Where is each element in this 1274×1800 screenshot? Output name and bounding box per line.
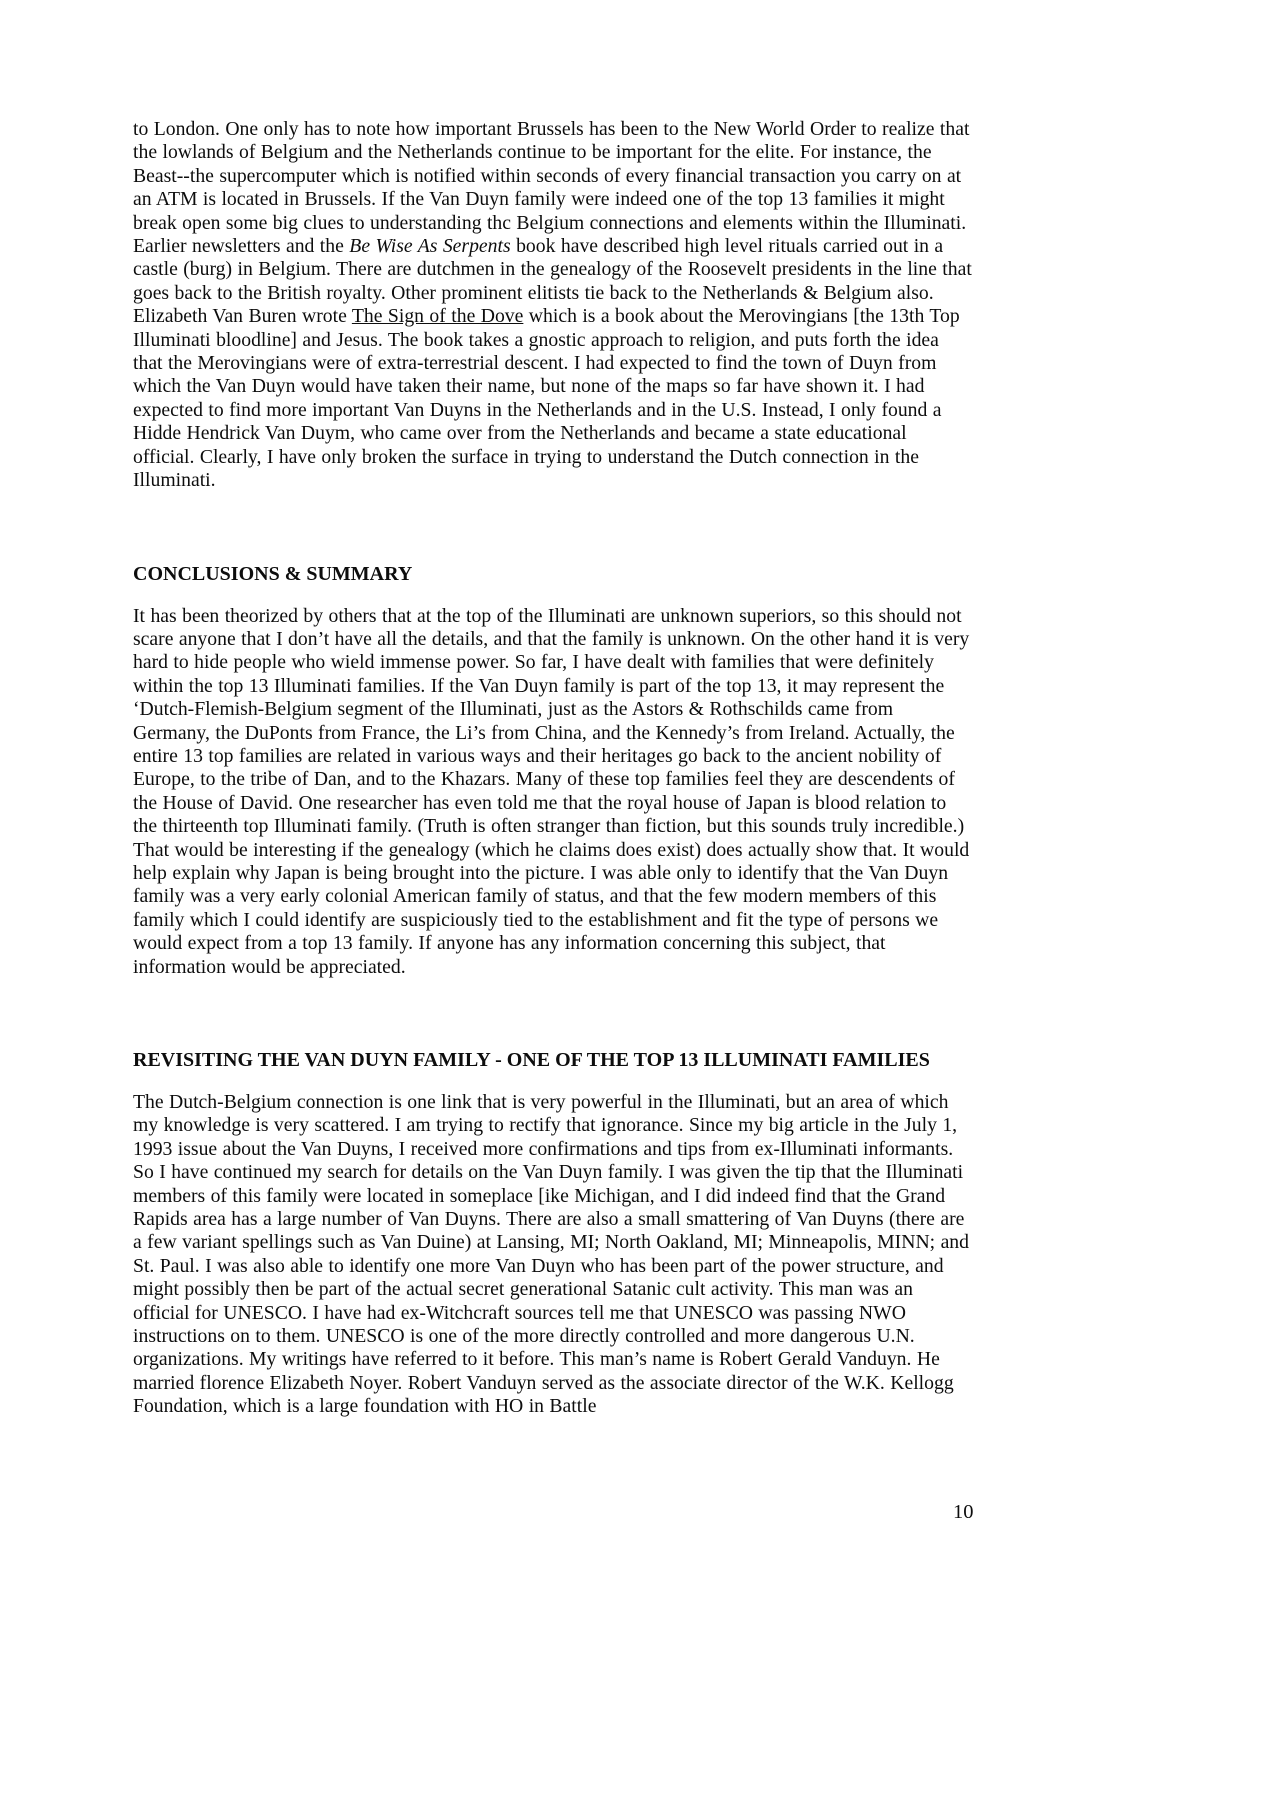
- page-content: [133, 118, 973, 1419]
- body-paragraph-conclusions: It has been theorized by others that at the top of the Illuminati are unknown superiors, so this should not scare anyone that I don’t have all the details, and that the family is unknown. On the other hand it is very hard to hide people who wield immense power. So far, I have dealt with families that were definitely within the top 13 Illuminati families. If the Van Duyn family is part of the top 13, it may represent the ‘Dutch-Flemish-Belgium segment of the Illuminati, just as the Astors & Rothschilds came from Germany, the DuPonts from France, the Li’s from China, and the Kennedy’s from Ireland. Actually, the entire 13 top families are related in various ways and their heritages go back to the ancient nobility of Europe, to the tribe of Dan, and to the Khazars. Many of these top families feel they are descendents of the House of David. One researcher has even told me that the royal house of Japan is blood relation to the thirteenth top Illuminati family. (Truth is often stranger than fiction, but this sounds truly incredible.) That would be interesting if the genealogy (which he claims does exist) does actually show that. It would help explain why Japan is being brought into the picture. I was able only to identify that the Van Duyn family was a very early colonial American family of status, and that the few modern members of this family which I could identify are suspiciously tied to the establishment and fit the type of persons we would expect from a top 13 family. If anyone has any information concerning this subject, that information would be appreciated.: [133, 604, 970, 978]
- body-paragraph-revisiting: The Dutch-Belgium connection is one link that is very powerful in the Illuminati, but an area of which my knowledge is very scattered. I am trying to rectify that ignorance. Since my big article in the July 1, 1993 issue about the Van Duyns, I received more confirmations and tips from ex-Illuminati informants. So I have continued my search for details on the Van Duyn family. I was given the tip that the Illuminati members of this family were located in someplace [ike Michigan, and I did indeed find that the Grand Rapids area has a large number of Van Duyns. There are also a small smattering of Van Duyns (there are a few variant spellings such as Van Duine) at Lansing, MI; North Oakland, MI; Minneapolis, MINN; and St. Paul. I was also able to identify one more Van Duyn who has been part of the power structure, and might possibly then be part of the actual secret generational Satanic cult activity. This man was an official for UNESCO. I have had ex-Witchcraft sources tell me that UNESCO was passing NWO instructions on to them. UNESCO is one of the more directly controlled and more dangerous U.N. organizations. My writings have referred to it before. This man’s name is Robert Gerald Vanduyn. He married florence Elizabeth Noyer. Robert Vanduyn served as the associate director of the W.K. Kellogg Foundation, which is a large foundation with HO in Battle: [133, 1091, 969, 1418]
- paragraph-text: book have described high level rituals carried out in a castle (burg) in Belgium. There are dutchmen in the genealogy of the Roosevelt presidents in the line that goes back to the British royalty. Other prominent elitists tie back to the Netherlands & Belgium also. Elizabeth Van Buren wrote: [133, 235, 972, 328]
- paragraph-text: to London. One only has to note how important Brussels has been to the New World Order to realize that the lowlands of Belgium and the Netherlands continue to be important for the elite. For instance, the Beast--the supercomputer which is notified within seconds of every financial transaction you carry on at an ATM is located in Brussels. If the Van Duyn family were indeed one of the top 13 families it might break open some big clues to understanding thc Belgium connections and elements within the Illuminati. Earlier newsletters and the: [133, 118, 970, 258]
- paragraph-text: which is a book about the Merovingians [the 13th Top Illuminati bloodline] and Jesus. The book takes a gnostic approach to religion, and puts forth the idea that the Merovingians were of extra-terrestrial descent. I had expected to find the town of Duyn from which the Van Duyn would have taken their name, but none of the maps so far have shown it. I had expected to find more important Van Duyns in the Netherlands and in the U.S. Instead, I only found a Hidde Hendrick Van Duym, who came over from the Netherlands and became a state educational official. Clearly, I have only broken the surface in trying to understand the Dutch connection in the Illuminati.: [133, 305, 960, 492]
- section-heading-conclusions: CONCLUSIONS & SUMMARY: [133, 562, 413, 585]
- section-heading-revisiting: REVISITING THE VAN DUYN FAMILY - ONE OF THE TOP 13 ILLUMINATI FAMILIES: [133, 1049, 930, 1071]
- book-title-underlined: The Sign of the Dove: [351, 305, 524, 328]
- book-title-italic: Be Wise As Serpents: [349, 235, 511, 258]
- page-number: 10: [953, 1501, 974, 1523]
- body-paragraph-intro: [133, 118, 973, 493]
